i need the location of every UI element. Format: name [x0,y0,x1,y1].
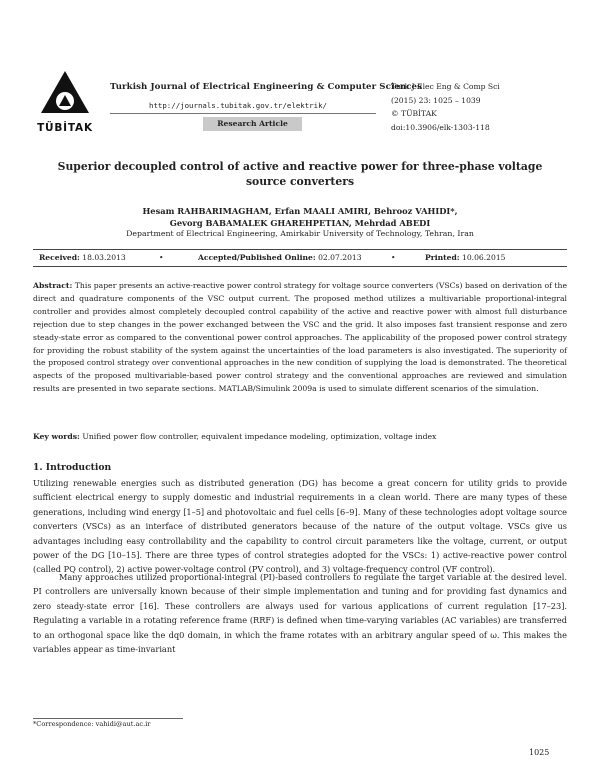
printed-value: 10.06.2015 [462,253,506,262]
keywords-label: Key words: [33,432,80,441]
abstract-label: Abstract: [33,281,73,290]
authors [30,205,570,229]
citation-block [391,80,500,134]
section-heading-introduction: 1. Introduction [33,462,112,473]
tubitak-emblem-icon [37,68,93,138]
tubitak-logo [37,68,93,138]
printed-label: Printed: [425,253,460,262]
volume-pages: (2015) 23: 1025 – 1039 [391,95,481,105]
received-date [39,253,126,262]
footnote-rule [33,718,183,719]
page-number: 1025 [529,748,550,757]
svg-text:TÜBİTAK: TÜBİTAK [37,122,93,134]
paper-title [30,159,570,189]
bullet-1: • [159,253,164,262]
accepted-label: Accepted/Published Online: [198,253,316,262]
intro-paragraph-2: Many approaches utilized proportional-integral (PI)-based controllers to regulate the target variable at the desired level. PI controllers are universally known because of their simple implementation and tuning and for providing fast dynamics and zero steady-state error [16]. These controllers are always used for various applications of current regulation [17–23]. Regulating a variable in a rotating reference frame (RRF) is defined when time-varying variables (AC variables) are transferred to an orthogonal space like the dq0 domain, in which the frame rotates with an arbitrary angular speed of ω. This makes the variables appear as time-invariant [33,572,567,655]
affiliation: Department of Electrical Engineering, Amirkabir University of Technology, Tehran, Iran [126,229,474,238]
authors-line-2: Gevorg BABAMALEK GHAREHPETIAN, Mehrdad ABEDI [169,218,431,228]
paper-title-line-1: Superior decoupled control of active and reactive power for three-phase voltage [57,160,543,173]
doi-link[interactable]: doi:10.3906/elk-1303-118 [391,122,490,132]
bullet-2: • [391,253,396,262]
accepted-date [198,253,362,262]
received-label: Received: [39,253,80,262]
header-divider [110,113,376,114]
journal-name: Turkish Journal of Electrical Engineering & Computer Sciences [110,82,423,92]
authors-line-1: Hesam RAHBARIMAGHAM, Erfan MAALI AMIRI, Behrooz VAHIDI*, [142,206,458,216]
intro-paragraph-1: Utilizing renewable energies such as distributed generation (DG) has become a great concern for utility grids to provide sufficient electrical energy to supply domestic and industrial requirements in a clean world. There are many types of these generations, including wind energy [1–5] and photovoltaic and fuel cells [6–9]. Many of these technologies adopt voltage source converters (VSCs) as an interface of distributed generators because of the nature of the output voltage. VSCs give us advantages including easy controllability and the capability to control circuit parameters like the voltage, current, or output power of the DG [10–15]. There are three types of control strategies adopted for the VSCs: 1) active-reactive power control (called PQ control), 2) active power-voltage control (PV control), and 3) voltage-frequency control (VF control). [33,478,567,575]
keywords-text: Unified power flow controller, equivalent impedance modeling, optimization, voltage index [82,432,437,441]
journal-citation: Turk J Elec Eng & Comp Sci [391,82,500,91]
printed-date [425,253,505,262]
dates-top-rule [33,249,567,250]
copyright: © TÜBİTAK [391,109,437,118]
journal-url-link[interactable]: http://journals.tubitak.gov.tr/elektrik/ [149,101,327,110]
abstract [33,280,567,396]
correspondence-footnote: *Correspondence: vahidi@aut.ac.ir [33,720,151,728]
keywords [33,432,567,441]
paper-title-line-2: source converters [245,175,355,188]
article-type-badge: Research Article [203,117,302,131]
received-value: 18.03.2013 [82,253,126,262]
dates-bottom-rule [33,266,567,267]
accepted-value: 02.07.2013 [318,253,362,262]
abstract-text: This paper presents an active-reactive power control strategy for voltage source converters (VSCs) based on derivation of the direct and quadrature components of the VSC output current. The proposed method utilizes a multivariable proportional-integral controller and provides almost completely decoupled control capability of the active and reactive power with almost full disturbance rejection due to step changes in the power exchanged between the VSC and the grid. It also imposes fast transient response and zero steady-state error as compared to the conventional power control approaches. The applicability of the proposed power control strategy for providing the robust stability of the system against the uncertainties of the load parameters is also investigated. The superiority of the proposed control strategy over conventional approaches in the new condition of supplying the load is demonstrated. The theoretical aspects of the proposed multivariable-based power control strategy and the conventional approaches are reviewed and simulation results are presented in two separate sections. MATLAB/Simulink 2009a is used to simulate different scenarios of the simulation. [33,281,567,394]
